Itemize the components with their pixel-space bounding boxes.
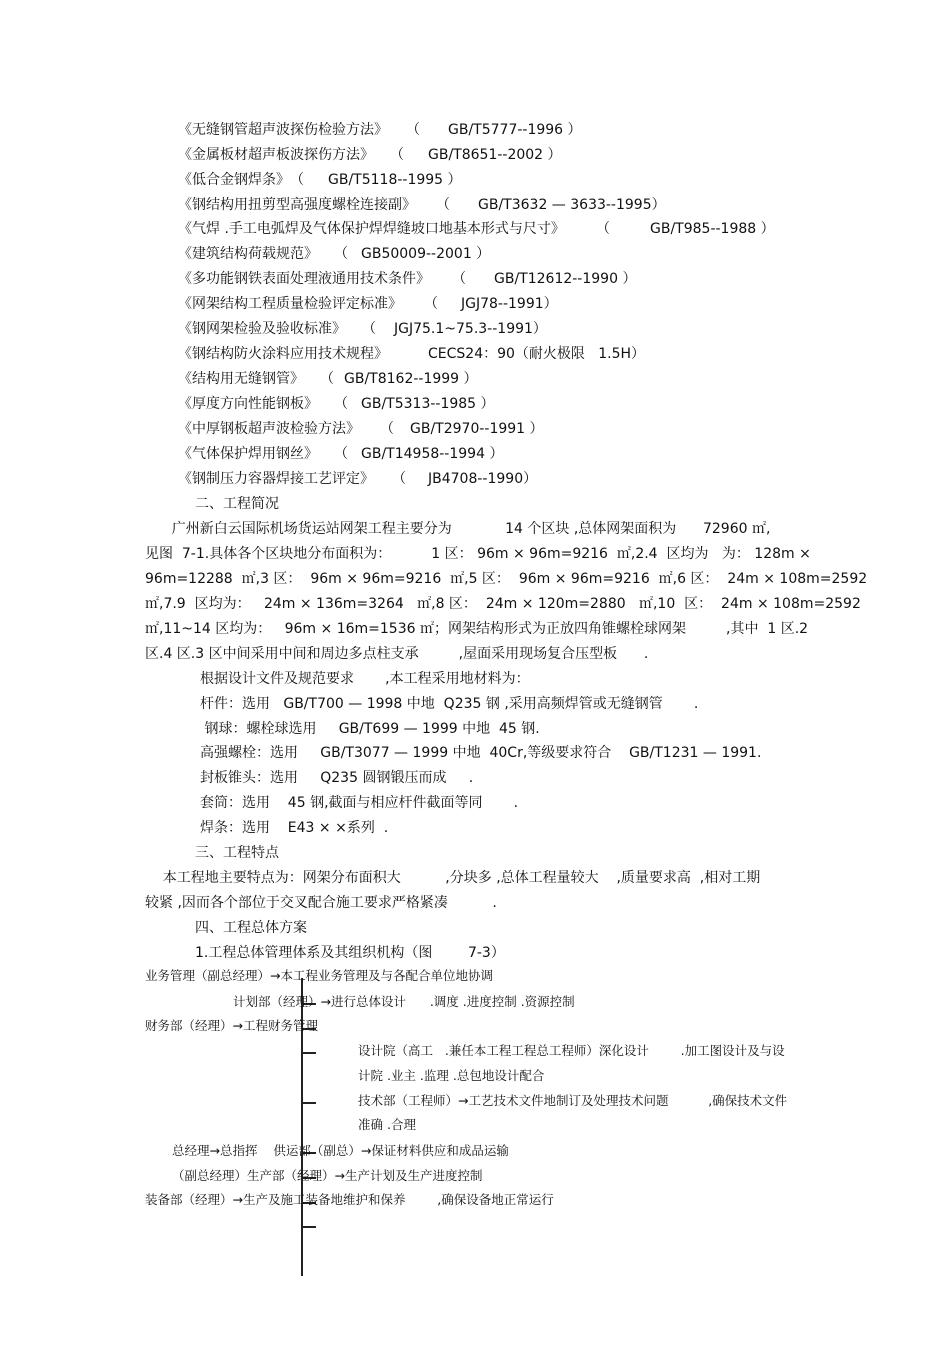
org-node-planning: 计划部（经理）→进行总体设计 .调度 .进度控制 .资源控制: [233, 994, 575, 1009]
org-chart-branch-line: [301, 1226, 316, 1228]
org-node-technical: 技术部（工程师）→工艺技术文件地制订及处理技术问题 ,确保技术文件: [358, 1093, 788, 1108]
standard-name: 《金属板材超声板波探伤方法》: [178, 147, 374, 163]
standard-name: 《建筑结构荷载规范》: [178, 246, 318, 262]
standard-item: [178, 270, 637, 288]
material-item: 套筒：选用 45 钢,截面与相应杆件截面等同 .: [200, 795, 519, 811]
standard-item: [178, 146, 562, 164]
standard-item: [178, 220, 775, 238]
standard-name: 《气焊 .手工电弧焊及气体保护焊焊缝坡口地基本形式与尺寸》: [178, 221, 565, 237]
standard-bracket: （: [452, 271, 466, 287]
paragraph-line: 本工程地主要特点为：网架分布面积大 ,分块多 ,总体工程量较大 ,质量要求高 ,相对工期: [145, 870, 761, 886]
material-item: 焊条：选用 E43 × ×系列 .: [200, 820, 389, 836]
standard-name: 《中厚钢板超声波检验方法》: [178, 421, 360, 437]
standard-item: [178, 171, 462, 189]
standard-name: 《多功能钢铁表面处理液通用技术条件》: [178, 271, 430, 287]
standard-code: CECS24：90（耐火极限 1.5H）: [428, 346, 646, 362]
org-node-business: 业务管理（副总经理）→本工程业务管理及与各配合单位地协调: [145, 968, 493, 983]
org-node-design-institute: 设计院（高工 .兼任本工程工程总工程师）深化设计 .加工图设计及与设: [358, 1043, 785, 1058]
standard-item: [178, 470, 538, 488]
paragraph-line: 96m=12288 ㎡,3 区： 96m × 96m=9216 ㎡,5 区： 96m × 96m=9216 ㎡,6 区： 24m × 108m=2592: [145, 571, 868, 587]
org-node-general-manager: 总经理→总指挥 供运部（副总）→保证材料供应和成品运输: [172, 1143, 509, 1158]
standard-name: 《气体保护焊用钢丝》: [178, 446, 318, 462]
standard-code: JB4708--1990）: [428, 471, 538, 487]
standard-code: GB/T8651--2002 ）: [428, 147, 562, 163]
standard-item: [178, 196, 666, 214]
standard-bracket: （: [392, 471, 406, 487]
standard-name: 《无缝钢管超声波探伤检验方法》: [178, 122, 388, 138]
material-item: 钢球：螺栓球选用 GB/T699 — 1999 中地 45 钢.: [200, 721, 540, 737]
section-heading: 四、工程总体方案: [195, 920, 307, 936]
standard-bracket: （: [362, 321, 376, 337]
standard-item: [178, 320, 547, 338]
standard-code: GB/T12612--1990 ）: [494, 271, 637, 287]
standard-bracket: （: [290, 172, 304, 188]
materials-intro: 根据设计文件及规范要求 ,本工程采用地材料为：: [200, 671, 530, 687]
standard-code: GB/T985--1988 ）: [650, 221, 775, 237]
standard-code: GB/T14958--1994 ）: [361, 446, 504, 462]
standard-item: [178, 295, 558, 313]
standard-code: GB/T8162--1999 ）: [344, 371, 478, 387]
paragraph-line: 广州新白云国际机场货运站网架工程主要分为 14 个区块 ,总体网架面积为 72960 ㎡,: [145, 521, 771, 537]
standard-bracket: （: [380, 421, 394, 437]
standard-code: GB/T5118--1995 ）: [328, 172, 462, 188]
standard-code: JGJ75.1~75.3--1991）: [394, 321, 547, 337]
standard-code: GB/T2970--1991 ）: [410, 421, 544, 437]
org-node-finance: 财务部（经理）→工程财务管理: [145, 1018, 318, 1033]
standard-name: 《钢结构防火涂料应用技术规程》: [178, 346, 388, 362]
material-item: 杆件：选用 GB/T700 — 1998 中地 Q235 钢 ,采用高频焊管或无缝钢管 .: [200, 696, 699, 712]
standard-item: [178, 420, 544, 438]
figure-caption: 1.工程总体管理体系及其组织机构（图 7-3）: [195, 945, 505, 961]
standard-bracket: （: [320, 371, 334, 387]
paragraph-line: ㎡,11~14 区均为： 96m × 16m=1536 ㎡；网架结构形式为正放四角锥螺栓球网架 ,其中 1 区.2: [145, 621, 809, 637]
material-item: 封板锥头：选用 Q235 圆钢锻压而成 .: [200, 770, 474, 786]
standard-item: [178, 370, 478, 388]
standard-bracket: （: [334, 246, 348, 262]
standard-code: JGJ78--1991）: [461, 296, 558, 312]
standard-name: 《钢制压力容器焊接工艺评定》: [178, 471, 374, 487]
paragraph-line: 较紧 ,因而各个部位于交叉配合施工要求严格紧凑 .: [145, 895, 497, 911]
standard-item: [178, 445, 504, 463]
standard-bracket: （: [436, 197, 450, 213]
standard-item: [178, 121, 582, 139]
standard-name: 《低合金钢焊条》: [178, 172, 290, 188]
org-chart-branch-line: [301, 1102, 316, 1104]
paragraph-line: ㎡,7.9 区均为： 24m × 136m=3264 ㎡,8 区： 24m × 120m=2880 ㎡,10 区： 24m × 108m=2592: [145, 596, 861, 612]
org-node-technical-cont: 准确 .合理: [358, 1117, 416, 1132]
standard-code: GB/T3632 — 3633--1995）: [478, 197, 666, 213]
standard-name: 《网架结构工程质量检验评定标准》: [178, 296, 402, 312]
org-node-equipment: 装备部（经理）→生产及施工装备地维护和保养 ,确保设备地正常运行: [145, 1192, 554, 1207]
standard-bracket: （: [424, 296, 438, 312]
standard-bracket: （: [390, 147, 404, 163]
standard-code: GB50009--2001 ）: [361, 246, 491, 262]
paragraph-line: 区.4 区.3 区中间采用中间和周边多点柱支承 ,屋面采用现场复合压型板 .: [145, 646, 649, 662]
material-item: 高强螺栓：选用 GB/T3077 — 1999 中地 40Cr,等级要求符合 GB/T1231 — 1991.: [200, 745, 762, 761]
standard-bracket: （: [334, 396, 348, 412]
org-node-production: （副总经理）生产部（经理）→生产计划及生产进度控制: [172, 1168, 483, 1183]
standard-item: [178, 395, 495, 413]
standard-item: [178, 345, 646, 363]
section-heading: 二、工程简况: [195, 496, 279, 512]
standard-code: GB/T5313--1985 ）: [361, 396, 495, 412]
paragraph-line: 见图 7-1.具体各个区块地分布面积为： 1 区： 96m × 96m=9216 ㎡,2.4 区均为 为： 128m ×: [145, 546, 811, 562]
org-node-design-institute-cont: 计院 .业主 .监理 .总包地设计配合: [358, 1068, 545, 1083]
standard-code: GB/T5777--1996 ）: [448, 122, 582, 138]
standard-name: 《结构用无缝钢管》: [178, 371, 304, 387]
standard-name: 《厚度方向性能钢板》: [178, 396, 318, 412]
standard-item: [178, 245, 491, 263]
standard-name: 《钢网架检验及验收标准》: [178, 321, 346, 337]
standard-name: 《钢结构用扭剪型高强度螺栓连接副》: [178, 197, 416, 213]
standard-bracket: （: [334, 446, 348, 462]
standard-bracket: （: [596, 221, 610, 237]
section-heading: 三、工程特点: [195, 845, 279, 861]
standard-bracket: （: [406, 122, 420, 138]
org-chart-branch-line: [301, 1052, 316, 1054]
